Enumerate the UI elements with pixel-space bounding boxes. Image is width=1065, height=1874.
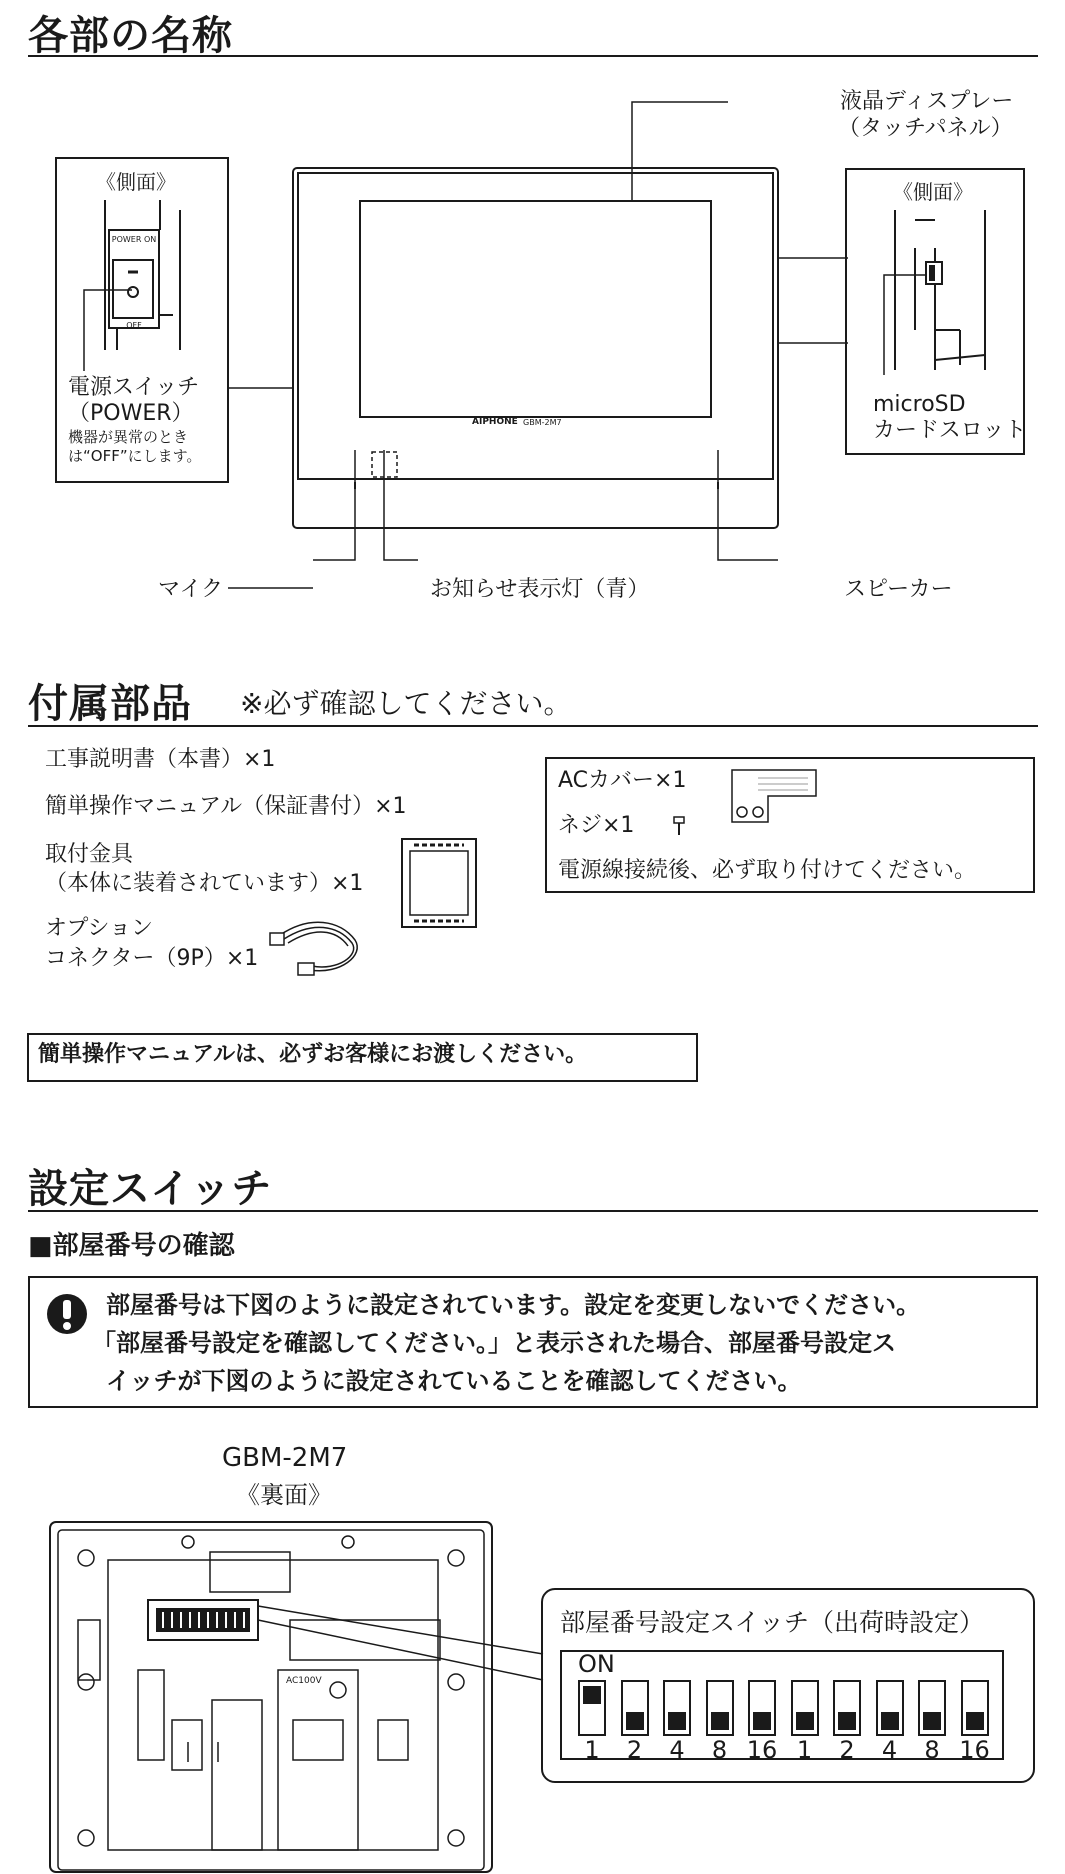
section-divider xyxy=(28,1210,1038,1212)
mic-leader-line xyxy=(228,586,313,590)
power-note-1: 機器が異常のとき xyxy=(68,428,189,446)
dip-switch-knob xyxy=(753,1712,771,1730)
accessory-item-connector: オプション xyxy=(45,916,154,941)
model-small-label: GBM-2M7 xyxy=(523,418,562,427)
dip-switch-10 xyxy=(961,1680,989,1736)
room-switch-title: 部屋番号設定スイッチ（出荷時設定） xyxy=(560,1608,985,1637)
dip-switch-knob xyxy=(626,1712,644,1730)
warning-line-1: 部屋番号は下図のように設定されています。設定を変更しないでください。 xyxy=(106,1291,921,1319)
accessory-item-connector-note: コネクター（9P）×1 xyxy=(45,946,259,971)
dip-switch-knob xyxy=(796,1712,814,1730)
dip-switch-9 xyxy=(918,1680,946,1736)
dip-switch-6 xyxy=(791,1680,819,1736)
power-switch-sublabel: （POWER） xyxy=(68,401,194,426)
dip-switch-5 xyxy=(748,1680,776,1736)
brand-logo: AIPHONE xyxy=(472,417,518,427)
mic-label: マイク xyxy=(158,577,224,602)
sd-leader-line xyxy=(778,340,848,350)
room-number-subtitle: ■部屋番号の確認 xyxy=(28,1231,235,1261)
screw-icon xyxy=(672,815,686,837)
dip-switch-knob xyxy=(966,1712,984,1730)
power-on-label: POWER ON xyxy=(111,235,157,244)
accessory-item-bracket: 取付金具 xyxy=(45,842,134,867)
section-divider xyxy=(28,55,1038,57)
power-leader-line xyxy=(80,286,140,376)
section-divider xyxy=(28,725,1038,727)
dip-switch-2 xyxy=(621,1680,649,1736)
lcd-sublabel: （タッチパネル） xyxy=(838,116,1013,141)
dip-switch-knob xyxy=(838,1712,856,1730)
ac-cover-note: 電源線接続後、必ず取り付けてください。 xyxy=(558,858,977,883)
parts-section-title: 各部の名称 xyxy=(28,13,233,59)
dip-switch-number: 1 xyxy=(584,1736,600,1764)
manual-notice-text: 簡単操作マニュアルは、必ずお客様にお渡しください。 xyxy=(38,1042,588,1067)
dip-switch-4 xyxy=(706,1680,734,1736)
ac100v-label: AC100V xyxy=(286,1676,322,1686)
monitor-front-drawing xyxy=(228,100,788,560)
sd-label: microSD xyxy=(873,392,966,417)
dip-switch-number: 16 xyxy=(746,1736,778,1764)
power-off-label: OFF xyxy=(126,321,142,330)
switch-callout-lines xyxy=(258,1590,548,1690)
rear-panel-drawing xyxy=(48,1520,498,1874)
dip-switch-number: 2 xyxy=(839,1736,855,1764)
warning-line-2: 「部屋番号設定を確認してください。」と表示された場合、部屋番号設定ス xyxy=(92,1329,896,1357)
indicator-label: お知らせ表示灯（青） xyxy=(430,577,650,602)
power-note-2: は“OFF”にします。 xyxy=(68,447,202,465)
dip-switch-number: 16 xyxy=(959,1736,990,1764)
accessory-item-manual: 工事説明書（本書）×1 xyxy=(45,747,276,772)
rear-view-label: 《裏面》 xyxy=(236,1481,332,1509)
switch-section-title: 設定スイッチ xyxy=(28,1166,273,1212)
sd-sublabel: カードスロット xyxy=(873,418,1027,443)
dip-switch-number: 2 xyxy=(626,1736,643,1764)
dip-switch-knob xyxy=(923,1712,941,1730)
sd-slot-drawing xyxy=(880,210,1000,370)
warning-line-3: イッチが下図のように設定されていることを確認してください。 xyxy=(106,1367,802,1395)
dip-switch-knob xyxy=(583,1686,601,1704)
accessory-item-bracket-note: （本体に装着されています）×1 xyxy=(45,871,364,896)
dip-switch-number: 4 xyxy=(669,1736,685,1764)
speaker-label: スピーカー xyxy=(844,577,953,602)
dip-switch-8 xyxy=(876,1680,904,1736)
dip-switch-number: 4 xyxy=(881,1736,898,1764)
dip-switch-7 xyxy=(833,1680,861,1736)
bracket-icon xyxy=(398,835,483,935)
rear-model-label: GBM-2M7 xyxy=(222,1443,348,1473)
side-view-left-label: 《側面》 xyxy=(96,170,176,194)
side-view-right-label: 《側面》 xyxy=(893,180,973,204)
dip-switch-row xyxy=(578,1680,998,1764)
dip-switch-number: 8 xyxy=(924,1736,940,1764)
dip-switch-knob xyxy=(881,1712,899,1730)
accessory-item-quick-manual: 簡単操作マニュアル（保証書付）×1 xyxy=(45,794,407,819)
dip-switch-3 xyxy=(663,1680,691,1736)
ac-cover-label: ACカバー×1 xyxy=(558,768,687,793)
dip-on-label: ON xyxy=(578,1650,615,1678)
dip-switch-1 xyxy=(578,1680,606,1736)
warning-icon xyxy=(46,1293,88,1335)
dip-switch-knob xyxy=(668,1712,686,1730)
power-switch-label: 電源スイッチ xyxy=(68,375,200,400)
screw-label: ネジ×1 xyxy=(558,813,635,838)
lcd-label: 液晶ディスプレー xyxy=(840,89,1014,114)
accessories-note: ※必ず確認してください。 xyxy=(240,687,572,720)
ac-cover-icon xyxy=(728,766,824,828)
dip-switch-knob xyxy=(711,1712,729,1730)
connector-cable-icon xyxy=(270,915,370,985)
dip-switch-number: 8 xyxy=(711,1736,728,1764)
dip-switch-number: 1 xyxy=(796,1736,813,1764)
accessories-section-title: 付属部品 xyxy=(28,681,192,727)
